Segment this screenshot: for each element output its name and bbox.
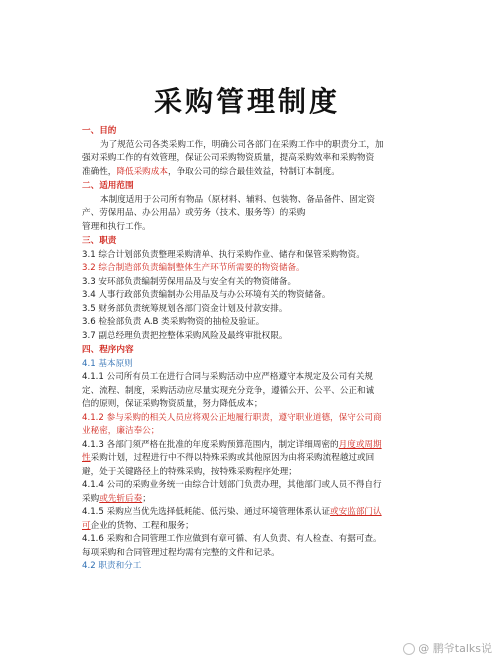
watermark-text: @ 鹏爷talks说	[418, 642, 492, 655]
text-run: 采购计划，过程进行中不得以特殊采购或其他原因为由将采购流程越过或回	[90, 453, 375, 463]
subsection-heading: 4.2 职责和分工	[82, 561, 142, 571]
text-run: 准确性，	[82, 166, 117, 177]
text-run: 企业的货物、工程和服务；	[90, 520, 194, 531]
text-run: 4.1.5 采购应当优先选择低耗能、低污染、通过环境管理体系认证	[82, 507, 331, 517]
text-run: 采购	[82, 493, 100, 504]
paragraph-line	[82, 439, 412, 453]
list-item: 3.2 综合制造部负责编制整体生产环节所需要的物资储备。	[82, 263, 305, 273]
paragraph-line: 定、流程、制度，采购活动应尽量实现充分竞争，遵循公开、公平、公正和诚	[82, 385, 375, 396]
list-item: 3.3 安环部负责编制劳保用品及与安全有关的物资储备。	[82, 276, 297, 287]
paragraph-line	[82, 452, 412, 466]
subsection-heading: 4.1 基本原则	[82, 358, 133, 369]
paragraph-line: 信的原则，保证采购物资质量，努力降低成本；	[82, 399, 263, 409]
watermark	[403, 640, 492, 656]
list-item: 3.7 副总经理负责把控整体采购风险及最终审批权限。	[82, 330, 288, 341]
paragraph-line: 每项采购和合同管理过程均需有完整的文件和记录。	[82, 547, 280, 558]
document-title: 采购管理制度	[153, 85, 340, 118]
paragraph-line: 产、劳保用品、办公用品）或劳务（技术、服务等）的采购	[82, 208, 306, 218]
paragraph-line	[82, 520, 412, 534]
paragraph-line: 本制度适用于公司所有物品（原材料、辅料、包装物、备品备件、固定资	[100, 194, 376, 205]
highlight-text: 月度或周期	[338, 439, 382, 450]
paragraph-line: 管理和执行工作。	[82, 221, 151, 232]
highlight-text: 或安监部门认	[330, 507, 382, 517]
paragraph-line	[82, 506, 412, 520]
paragraph-line	[82, 166, 412, 180]
section-heading-purpose: 一、目的	[82, 126, 117, 136]
list-item: 3.6 检验部负责 A.B 类采购物资的抽检及验证。	[82, 317, 265, 327]
highlight-text: 性	[82, 453, 91, 463]
list-item: 3.4 人事行政部负责编制办公用品及与办公环境有关的物资储备。	[82, 290, 331, 300]
paragraph-line: 为了规范公司各类采购工作，明确公司各部门在采购工作中的职责分工，加	[100, 139, 384, 150]
list-item: 3.5 财务部负责统筹规划各部门资金计划及付款安排。	[82, 303, 288, 314]
highlight-text: 降低采购成本	[116, 166, 168, 177]
section-heading-scope: 二、适用范围	[82, 181, 134, 191]
document-body	[82, 124, 412, 574]
list-item: 3.1 综合计划部负责整理采购清单、执行采购作业、储存和保管采购物资。	[82, 249, 365, 260]
paragraph-line: 强对采购工作的有效管理，保证公司采购物资质量，提高采购效率和采购物资	[82, 153, 375, 163]
section-heading-duties: 三、职责	[82, 236, 117, 246]
text-run: ，争取公司的综合最佳效益，特制订本制度。	[167, 166, 340, 177]
watermark-logo-icon	[403, 643, 415, 655]
paragraph-line: 4.1.6 采购和合同管理工作应做到有章可循、有人负责、有人检查、有据可查。	[82, 534, 382, 544]
paragraph-line: 4.1.4 公司的采购业务统一由综合计划部门负责办理，其他部门或人员不得自行	[82, 480, 382, 490]
text-run: 4.1.3 各部门须严格在批准的年度采购预算范围内，制定详细周密的	[82, 439, 339, 450]
paragraph-line: 避，处于关键路径上的特殊采购，按特殊采购程序处理；	[82, 466, 297, 477]
highlight-text: 或先斩后奏	[99, 493, 143, 504]
paragraph-line: 业秘密，廉洁奉公；	[82, 426, 160, 436]
paragraph-line: 4.1.1 公司所有员工在进行合同与采购活动中应严格遵守本规定及公司有关规	[82, 372, 374, 382]
text-run: ；	[142, 493, 151, 504]
paragraph-line	[82, 493, 412, 507]
highlight-text: 可	[82, 520, 91, 531]
paragraph-line: 4.1.2 参与采购的相关人员应将观公正地履行职责，遵守职业道德，保守公司商	[82, 412, 382, 423]
section-heading-procedure: 四、程序内容	[82, 345, 134, 355]
